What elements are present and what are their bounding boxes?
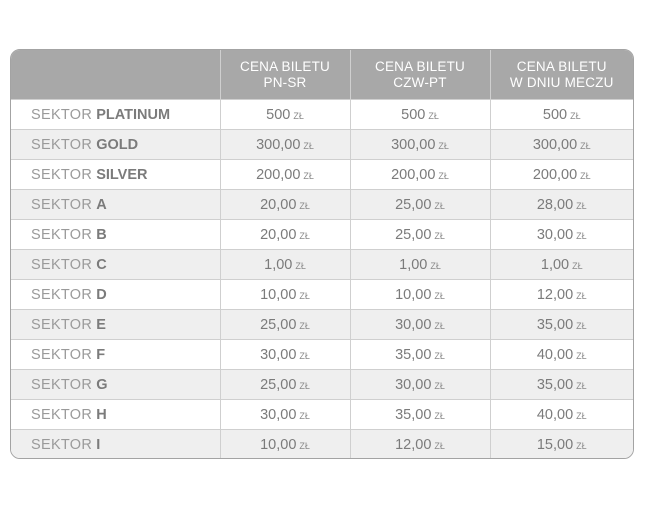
price-cell [220,190,350,220]
currency-label: ZŁ [434,410,445,421]
price-cell [490,130,633,160]
price-amount: 500 [401,106,426,123]
price-amount: 500 [266,106,291,123]
table-row [11,190,633,220]
table-row [11,250,633,280]
price-cell [350,280,490,310]
currency-label: ZŁ [438,140,449,151]
price-amount: 35,00 [536,316,574,333]
price-amount: 200,00 [532,166,578,183]
table-row [11,280,633,310]
currency-label: ZŁ [580,140,591,151]
price-cell [220,130,350,160]
price-amount: 20,00 [260,226,297,243]
currency-label: ZŁ [572,260,583,271]
sector-prefix: SEKTOR [31,376,93,393]
table-row [11,220,633,250]
price-amount: 300,00 [532,136,578,153]
price-cell [350,100,490,130]
currency-label: ZŁ [295,260,306,271]
sector-name: PLATINUM [96,106,171,123]
header-line2: PN-SR [263,74,307,90]
sector-prefix: SEKTOR [31,196,93,213]
sector-name: GOLD [96,136,139,153]
price-amount: 30,00 [260,406,297,423]
sector-cell [11,160,220,190]
currency-label: ZŁ [299,290,310,301]
sector-prefix: SEKTOR [31,286,93,303]
header-line2: W DNIU MECZU [509,74,614,90]
price-cell [350,430,490,460]
price-cell [220,400,350,430]
price-amount: 20,00 [260,196,297,213]
price-table-container [10,49,634,459]
price-amount: 1,00 [264,256,293,273]
sector-cell [11,430,220,460]
currency-label: ZŁ [293,110,304,121]
price-cell [350,160,490,190]
currency-label: ZŁ [576,230,587,241]
ticket-price-table [11,50,633,459]
currency-label: ZŁ [576,320,587,331]
price-cell [220,250,350,280]
currency-label: ZŁ [434,290,445,301]
price-cell [220,280,350,310]
price-amount: 10,00 [395,286,432,303]
price-cell [350,130,490,160]
price-amount: 200,00 [256,166,301,183]
table-row [11,100,633,130]
price-amount: 30,00 [395,316,432,333]
currency-label: ZŁ [299,350,310,361]
currency-label: ZŁ [434,440,445,451]
table-header [11,50,633,100]
sector-prefix: SEKTOR [31,256,93,273]
price-amount: 1,00 [399,256,428,273]
currency-label: ZŁ [576,410,587,421]
sector-cell [11,310,220,340]
sector-prefix: SEKTOR [31,166,93,183]
table-row [11,430,633,460]
sector-prefix: SEKTOR [31,106,93,123]
price-cell [350,190,490,220]
currency-label: ZŁ [570,110,581,121]
price-amount: 40,00 [536,406,574,423]
header-cell-match-day [490,50,633,100]
currency-label: ZŁ [299,320,310,331]
price-amount: 200,00 [391,166,436,183]
sector-prefix: SEKTOR [31,316,93,333]
price-cell [220,100,350,130]
sector-cell [11,190,220,220]
sector-cell [11,130,220,160]
price-cell [220,370,350,400]
sector-name: D [96,286,107,303]
price-amount: 40,00 [536,346,574,363]
currency-label: ZŁ [576,380,587,391]
table-row [11,340,633,370]
currency-label: ZŁ [438,170,449,181]
price-amount: 30,00 [395,376,432,393]
header-line1: CENA BILETU [375,58,465,74]
price-cell [490,370,633,400]
sector-name: I [96,436,101,453]
price-amount: 25,00 [260,316,297,333]
price-amount: 300,00 [391,136,436,153]
table-row [11,130,633,160]
sector-prefix: SEKTOR [31,436,93,453]
price-cell [220,160,350,190]
price-amount: 25,00 [260,376,297,393]
currency-label: ZŁ [580,170,591,181]
price-amount: 28,00 [536,196,574,213]
currency-label: ZŁ [434,320,445,331]
price-cell [490,160,633,190]
currency-label: ZŁ [434,230,445,241]
price-cell [220,340,350,370]
price-amount: 500 [542,106,568,123]
price-amount: 35,00 [395,346,432,363]
currency-label: ZŁ [299,380,310,391]
header-line1: CENA BILETU [516,58,607,74]
price-cell [220,430,350,460]
price-amount: 30,00 [536,226,574,243]
currency-label: ZŁ [576,200,587,211]
sector-name: SILVER [96,166,148,183]
sector-name: C [96,256,107,273]
header-cell-mon-wed [220,50,350,100]
currency-label: ZŁ [303,140,314,151]
price-cell [490,340,633,370]
header-cell-sector [11,50,220,100]
price-cell [220,220,350,250]
sector-prefix: SEKTOR [31,226,93,243]
price-cell [490,100,633,130]
price-cell [350,400,490,430]
currency-label: ZŁ [434,200,445,211]
price-amount: 10,00 [260,286,297,303]
currency-label: ZŁ [434,380,445,391]
currency-label: ZŁ [434,350,445,361]
header-line2: CZW-PT [393,74,447,90]
sector-name: B [96,226,107,243]
price-cell [490,190,633,220]
sector-cell [11,220,220,250]
currency-label: ZŁ [576,440,587,451]
header-line1: CENA BILETU [240,58,330,74]
table-row [11,310,633,340]
price-cell [490,220,633,250]
sector-cell [11,280,220,310]
table-body [11,100,633,460]
sector-cell [11,100,220,130]
table-row [11,370,633,400]
sector-cell [11,250,220,280]
price-cell [220,310,350,340]
price-amount: 35,00 [536,376,574,393]
currency-label: ZŁ [430,260,441,271]
sector-name: A [96,196,107,213]
table-row [11,160,633,190]
sector-name: F [96,346,106,363]
price-cell [490,430,633,460]
price-cell [490,400,633,430]
currency-label: ZŁ [299,230,310,241]
price-amount: 12,00 [395,436,432,453]
price-amount: 25,00 [395,196,432,213]
price-amount: 30,00 [260,346,297,363]
currency-label: ZŁ [576,290,587,301]
price-amount: 15,00 [536,436,574,453]
price-cell [350,310,490,340]
price-cell [350,370,490,400]
price-amount: 12,00 [536,286,574,303]
header-cell-thu-fri [350,50,490,100]
currency-label: ZŁ [576,350,587,361]
sector-cell [11,400,220,430]
sector-prefix: SEKTOR [31,406,93,423]
sector-cell [11,340,220,370]
price-amount: 35,00 [395,406,432,423]
price-cell [490,280,633,310]
price-cell [350,220,490,250]
sector-cell [11,370,220,400]
price-cell [490,310,633,340]
currency-label: ZŁ [303,170,314,181]
currency-label: ZŁ [299,410,310,421]
currency-label: ZŁ [428,110,439,121]
sector-name: E [96,316,106,333]
price-amount: 25,00 [395,226,432,243]
sector-name: H [96,406,107,423]
currency-label: ZŁ [299,440,310,451]
price-amount: 10,00 [260,436,297,453]
price-cell [490,250,633,280]
header-row [11,50,633,100]
table-row [11,400,633,430]
price-cell [350,340,490,370]
price-amount: 300,00 [256,136,301,153]
sector-name: G [96,376,108,393]
price-cell [350,250,490,280]
sector-prefix: SEKTOR [31,346,93,363]
sector-prefix: SEKTOR [31,136,93,153]
currency-label: ZŁ [299,200,310,211]
price-amount: 1,00 [540,256,570,273]
